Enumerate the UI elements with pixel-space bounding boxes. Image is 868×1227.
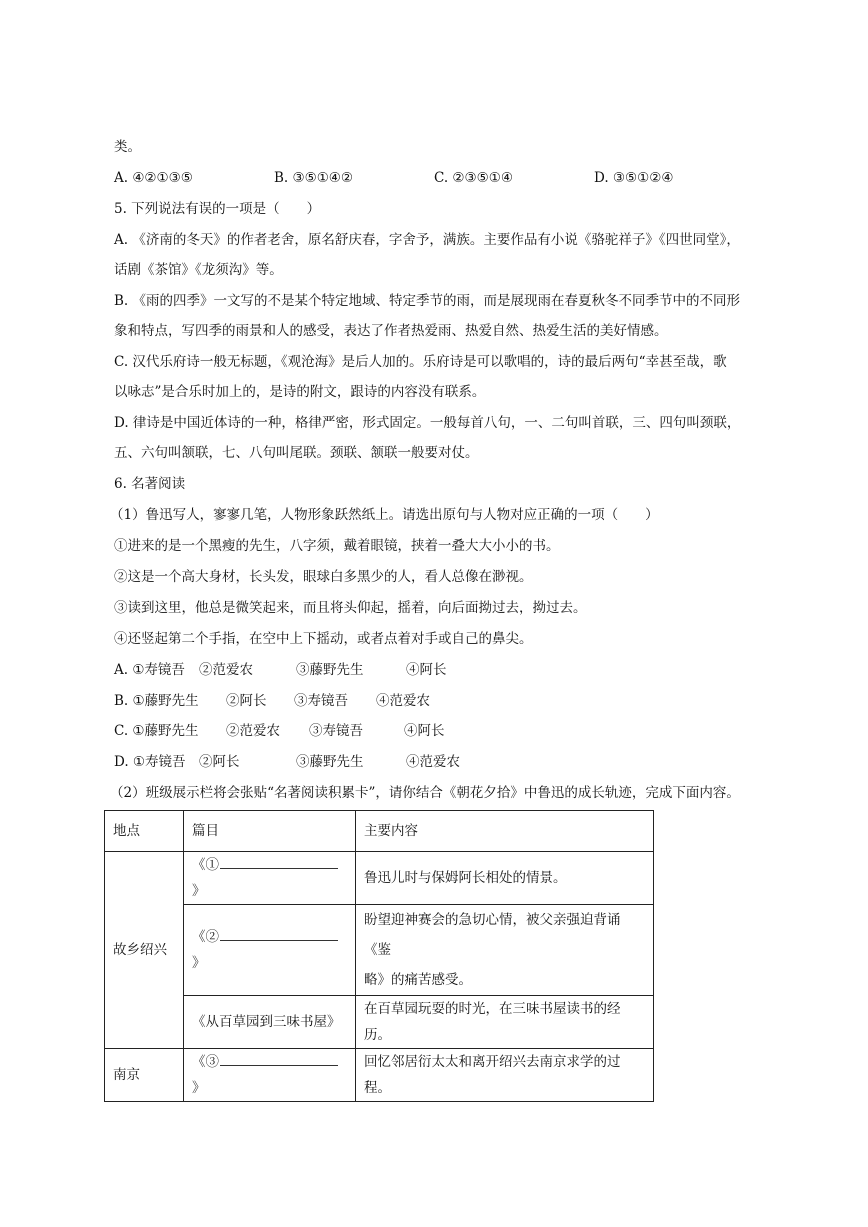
answer-blank[interactable] [220, 926, 338, 941]
text-line: 类。 [114, 139, 141, 155]
q6-option-c [114, 722, 445, 740]
q5-option-c-line1: C. 汉代乐府诗一般无标题，《观沧海》是后人加的。乐府诗是可以歌唱的，诗的最后两句“幸甚至哉，歌 [114, 354, 727, 370]
option-part: ④范爱农 [406, 754, 460, 770]
option-part: D. ①寿镜吾 [114, 754, 186, 770]
q6-option-a [114, 661, 447, 679]
question-6-1: （1）鲁迅写人，寥寥几笔，人物形象跃然纸上。请选出原句与人物对应正确的一项（ ） [110, 507, 659, 523]
q5-option-a-line2: 话剧《茶馆》《龙须沟》等。 [114, 262, 283, 278]
answer-blank[interactable] [220, 854, 338, 869]
question-6-title: 6. 名著阅读 [114, 476, 186, 492]
q5-option-a-line1: A. 《济南的冬天》的作者老舍，原名舒庆春，字舍予，满族。主要作品有小说《骆驼祥子》《四世同堂》， [114, 232, 740, 248]
option-part: ③藤野先生 [296, 662, 364, 678]
question-6-2: （2）班级展示栏将会张贴“名著阅读积累卡”，请你结合《朝花夕拾》中鲁迅的成长轨迹，完成下面内容。 [110, 785, 740, 801]
sentence-4: ④还竖起第二个手指，在空中上下摇动，或者点着对手或自己的鼻尖。 [114, 631, 533, 647]
q5-option-b-line1: B. 《雨的四季》一文写的不是某个特定地域、特定季节的雨，而是展现雨在春夏秋冬不同季节中的不同形 [114, 293, 741, 309]
question-5-title: 5. 下列说法有误的一项是（ ） [114, 201, 321, 217]
option-b: B. ③⑤①④② [274, 170, 354, 186]
option-d: D. ③⑤①②④ [594, 170, 674, 186]
option-part: ②阿长 [199, 754, 240, 770]
option-part: ④范爱农 [376, 693, 430, 709]
title-suffix: 》 [192, 955, 206, 971]
option-part: B. ①藤野先生 [114, 693, 199, 709]
title-prefix: 《① [192, 857, 219, 873]
sentence-1: ①进来的是一个黑瘦的先生，八字须，戴着眼镜，挟着一叠大大小小的书。 [114, 538, 560, 554]
table-header-row [105, 811, 654, 852]
option-part: C. ①藤野先生 [114, 723, 199, 739]
title-cell [184, 1049, 356, 1102]
table-row [105, 852, 654, 905]
content-line: 略》的痛苦感受。 [364, 972, 472, 988]
content-cell: 鲁迅儿时与保姆阿长相处的情景。 [356, 852, 654, 905]
title-cell [184, 905, 356, 996]
option-part: ②阿长 [226, 693, 267, 709]
content-cell: 在百草园玩耍的时光，在三味书屋读书的经历。 [356, 996, 654, 1049]
title-prefix: 《② [192, 929, 219, 945]
q6-option-d [114, 753, 460, 771]
answer-blank[interactable] [220, 1051, 338, 1066]
content-line: 盼望迎神赛会的急切心情，被父亲强迫背诵《鉴 [364, 912, 621, 958]
sentence-2: ②这是一个高大身材，长头发，眼球白多黑少的人，看人总像在渺视。 [114, 569, 533, 585]
table-row [105, 905, 654, 996]
option-part: ③藤野先生 [296, 754, 364, 770]
header-place: 地点 [105, 811, 184, 852]
header-content: 主要内容 [356, 811, 654, 852]
option-c: C. ②③⑤①④ [434, 170, 513, 186]
q5-option-c-line2: 以咏志”是合乐时加上的，是诗的附文，跟诗的内容没有联系。 [114, 384, 486, 400]
option-part: A. ①寿镜吾 [114, 662, 185, 678]
title-cell [184, 852, 356, 905]
q5-option-b-line2: 象和特点，写四季的雨景和人的感受，表达了作者热爱雨、热爱自然、热爱生活的美好情感。 [114, 323, 668, 339]
option-part: ④阿长 [406, 662, 447, 678]
q5-option-d-line2: 五、六句叫颔联，七、八句叫尾联。颈联、颔联一般要对仗。 [114, 445, 479, 461]
reading-card-table [104, 810, 654, 1102]
place-cell: 南京 [105, 1049, 184, 1102]
table-row [105, 1049, 654, 1102]
q6-option-b [114, 692, 430, 710]
content-cell: 回忆邻居衍太太和离开绍兴去南京求学的过程。 [356, 1049, 654, 1102]
title-suffix: 》 [192, 883, 206, 899]
place-cell: 故乡绍兴 [105, 852, 184, 1049]
option-a: A. ④②①③⑤ [114, 170, 193, 186]
option-part: ③寿镜吾 [294, 693, 348, 709]
option-part: ②范爱农 [226, 723, 280, 739]
content-cell [356, 905, 654, 996]
table-row [105, 996, 654, 1049]
title-prefix: 《③ [192, 1054, 219, 1070]
header-title: 篇目 [184, 811, 356, 852]
title-suffix: 》 [192, 1080, 206, 1096]
sentence-3: ③读到这里，他总是微笑起来，而且将头仰起，摇着，向后面拗过去，拗过去。 [114, 600, 587, 616]
option-part: ④阿长 [404, 723, 445, 739]
title-cell: 《从百草园到三味书屋》 [184, 996, 356, 1049]
option-part: ③寿镜吾 [309, 723, 363, 739]
option-part: ②范爱农 [199, 662, 253, 678]
q5-option-d-line1: D. 律诗是中国近体诗的一种，格律严密，形式固定。一般每首八句，一、二句叫首联，三、四句叫颈联， [114, 415, 741, 431]
